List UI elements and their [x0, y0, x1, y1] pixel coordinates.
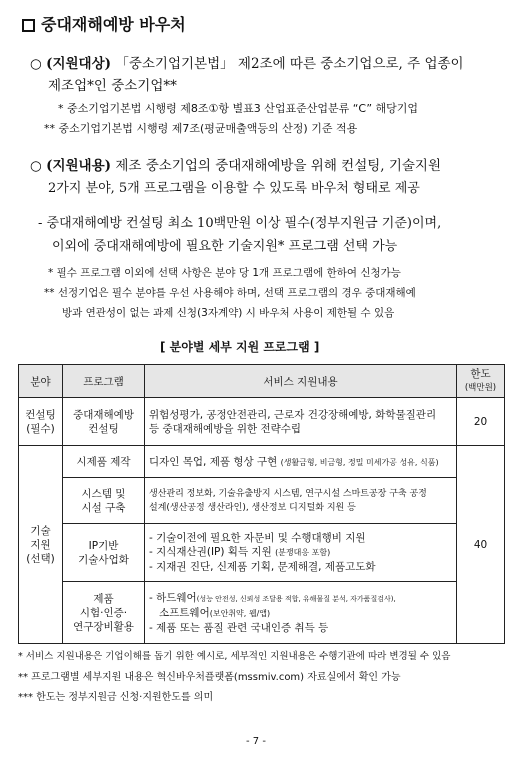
header-field: 분야: [19, 365, 63, 398]
section-target-label: (지원대상): [46, 56, 112, 72]
program-table: [18, 364, 505, 644]
service-system-b: 설계(생산공정 생산라인), 생산정보 디지털화 지원 등: [149, 502, 356, 513]
program-consulting-b: 컨설팅: [88, 422, 119, 435]
service-testing-b-small: (보안취약, 웹/앱): [209, 608, 271, 618]
service-testing-a-main: - 하드웨어: [149, 591, 197, 604]
program-system-a: 시스템 및: [81, 487, 126, 500]
program-testing: [63, 582, 145, 644]
program-consulting: [63, 398, 145, 446]
field-tech-a: 기술: [30, 524, 51, 537]
header-program: 프로그램: [63, 365, 145, 398]
limit-consulting: 20: [457, 398, 505, 446]
section-content-line2: 2가지 분야, 5개 프로그램을 이용할 수 있도록 바우처 형태로 제공: [48, 181, 420, 196]
service-consulting-b: 등 중대재해예방을 위한 전략수립: [149, 422, 302, 435]
program-consulting-a: 중대재해예방: [73, 408, 134, 421]
table-header-row: [19, 365, 505, 398]
service-ip-b: [149, 545, 452, 560]
service-ip-a: - 기술이전에 필요한 자문비 및 수행대행비 지원: [149, 532, 366, 544]
service-testing-c: - 제품 또는 품질 관련 국내인증 취득 등: [149, 621, 329, 634]
table-row: [19, 582, 505, 644]
section-target-note2: ** 중소기업기본법 시행령 제7조(평균매출액등의 산정) 기준 적용: [44, 122, 358, 135]
service-prototype-small: (생활금형, 비금형, 정밀 미세가공 성유, 식품): [280, 458, 439, 467]
section-target-note1: * 중소기업기본법 시행령 제8조①항 별표3 산업표준산업분류 “C” 해당기업: [58, 102, 419, 115]
service-consulting: [145, 398, 457, 446]
section-content-text-a: 제조 중소기업의 중대재해예방을 위해 컨설팅, 기술지원: [115, 158, 442, 174]
service-testing-a: [149, 591, 452, 606]
service-ip-b-main: - 지식재산권(IP) 획득 지원: [149, 546, 272, 558]
service-system-a: 생산관리 정보화, 기술유출방지 시스템, 연구시설 스마트공장 구축 공정: [149, 488, 427, 499]
section-content-line1: [30, 154, 441, 174]
section-content-dash1: - 중대재해예방 컨설팅 최소 10백만원 이상 필수(정부지원금 기준)이며,: [38, 216, 442, 231]
checkbox-square-icon: [22, 19, 35, 32]
table-row: [19, 524, 505, 582]
program-ip-b: 기술사업화: [78, 553, 129, 566]
footnote-2: ** 프로그램별 세부지원 내용은 혁신바우처플랫폼(mssmiv.com) 자료실에서 확인 가능: [18, 672, 401, 683]
service-testing-b: [149, 606, 452, 621]
footnote-1: * 서비스 지원내용은 기업이해를 돕기 위한 예시로, 세부적인 지원내용은 수행기관에 따라 변경될 수 있음: [18, 651, 451, 662]
service-testing-b-main: 소프트웨어: [159, 606, 210, 619]
section-content-label: (지원내용): [46, 158, 112, 174]
program-system-b: 시설 구축: [81, 501, 126, 514]
field-consulting-a: 컨설팅: [25, 408, 56, 421]
table-row: [19, 446, 505, 478]
program-system: [63, 478, 145, 524]
field-tech-b: 지원: [30, 538, 51, 551]
service-ip: [145, 524, 457, 582]
field-consulting: [19, 398, 63, 446]
section-target-line1: [30, 52, 464, 72]
field-tech-support: [19, 446, 63, 644]
table-row: [19, 398, 505, 446]
section-content-note1: * 필수 프로그램 이외에 선택 사항은 분야 당 1개 프로그램에 한하여 신청가능: [48, 267, 401, 279]
program-ip-a: IP기반: [88, 539, 119, 552]
service-system: [145, 478, 457, 524]
header-limit: [457, 365, 505, 398]
section-content-note2b: 방과 연관성이 없는 과제 신청(3자계약) 시 바우처 사용이 제한될 수 있음: [62, 307, 395, 319]
footnote-3: *** 한도는 정부지원금 신청·지원한도를 의미: [18, 692, 214, 703]
service-prototype: [145, 446, 457, 478]
program-testing-c: 연구장비활용: [73, 620, 134, 633]
section-content-dash2: 이외에 중대재해예방에 필요한 기술지원* 프로그램 선택 가능: [52, 239, 398, 254]
program-ip: [63, 524, 145, 582]
header-service: 서비스 지원내용: [145, 365, 457, 398]
service-consulting-a: 위험성평가, 공정안전관리, 근로자 건강장해예방, 화학물질관리: [149, 408, 437, 421]
header-limit-b: (백만원): [464, 383, 497, 393]
program-testing-b: 시험·인증·: [79, 606, 128, 619]
page-number: - 7 -: [246, 736, 266, 747]
section-target-line2: 제조업*인 중소기업**: [48, 78, 177, 94]
field-consulting-b: (필수): [26, 422, 55, 435]
program-testing-a: 제품: [93, 592, 114, 605]
header-limit-a: 한도: [470, 368, 491, 380]
section-content-note2a: ** 선정기업은 필수 분야를 우선 사용해야 하며, 선택 프로그램의 경우 중대재해예: [44, 287, 416, 299]
service-prototype-main: 디자인 목업, 제품 형상 구현: [149, 456, 278, 468]
circle-bullet-icon: ○: [30, 56, 42, 72]
circle-bullet-icon: ○: [30, 158, 42, 174]
table-row: [19, 478, 505, 524]
service-ip-c: - 지재권 진단, 신제품 기획, 문제해결, 제품고도화: [149, 561, 376, 573]
program-prototype: 시제품 제작: [63, 446, 145, 478]
limit-tech-support: 40: [457, 446, 505, 644]
table-title: [ 분야별 세부 지원 프로그램 ]: [160, 340, 320, 354]
service-testing-a-small: (성능 안전성, 신뢰성 조달용 적합, 유해물질 분석, 자가품질검사),: [196, 594, 396, 603]
page-title-text: 중대재해예방 바우처: [41, 15, 186, 34]
field-tech-c: (선택): [26, 552, 55, 565]
section-target-text-a: 「중소기업기본법」 제2조에 따른 중소기업으로, 주 업종이: [115, 56, 464, 72]
service-ip-b-small: (분쟁대응 포함): [275, 548, 331, 557]
service-testing: [145, 582, 457, 644]
page-title: [22, 12, 186, 35]
